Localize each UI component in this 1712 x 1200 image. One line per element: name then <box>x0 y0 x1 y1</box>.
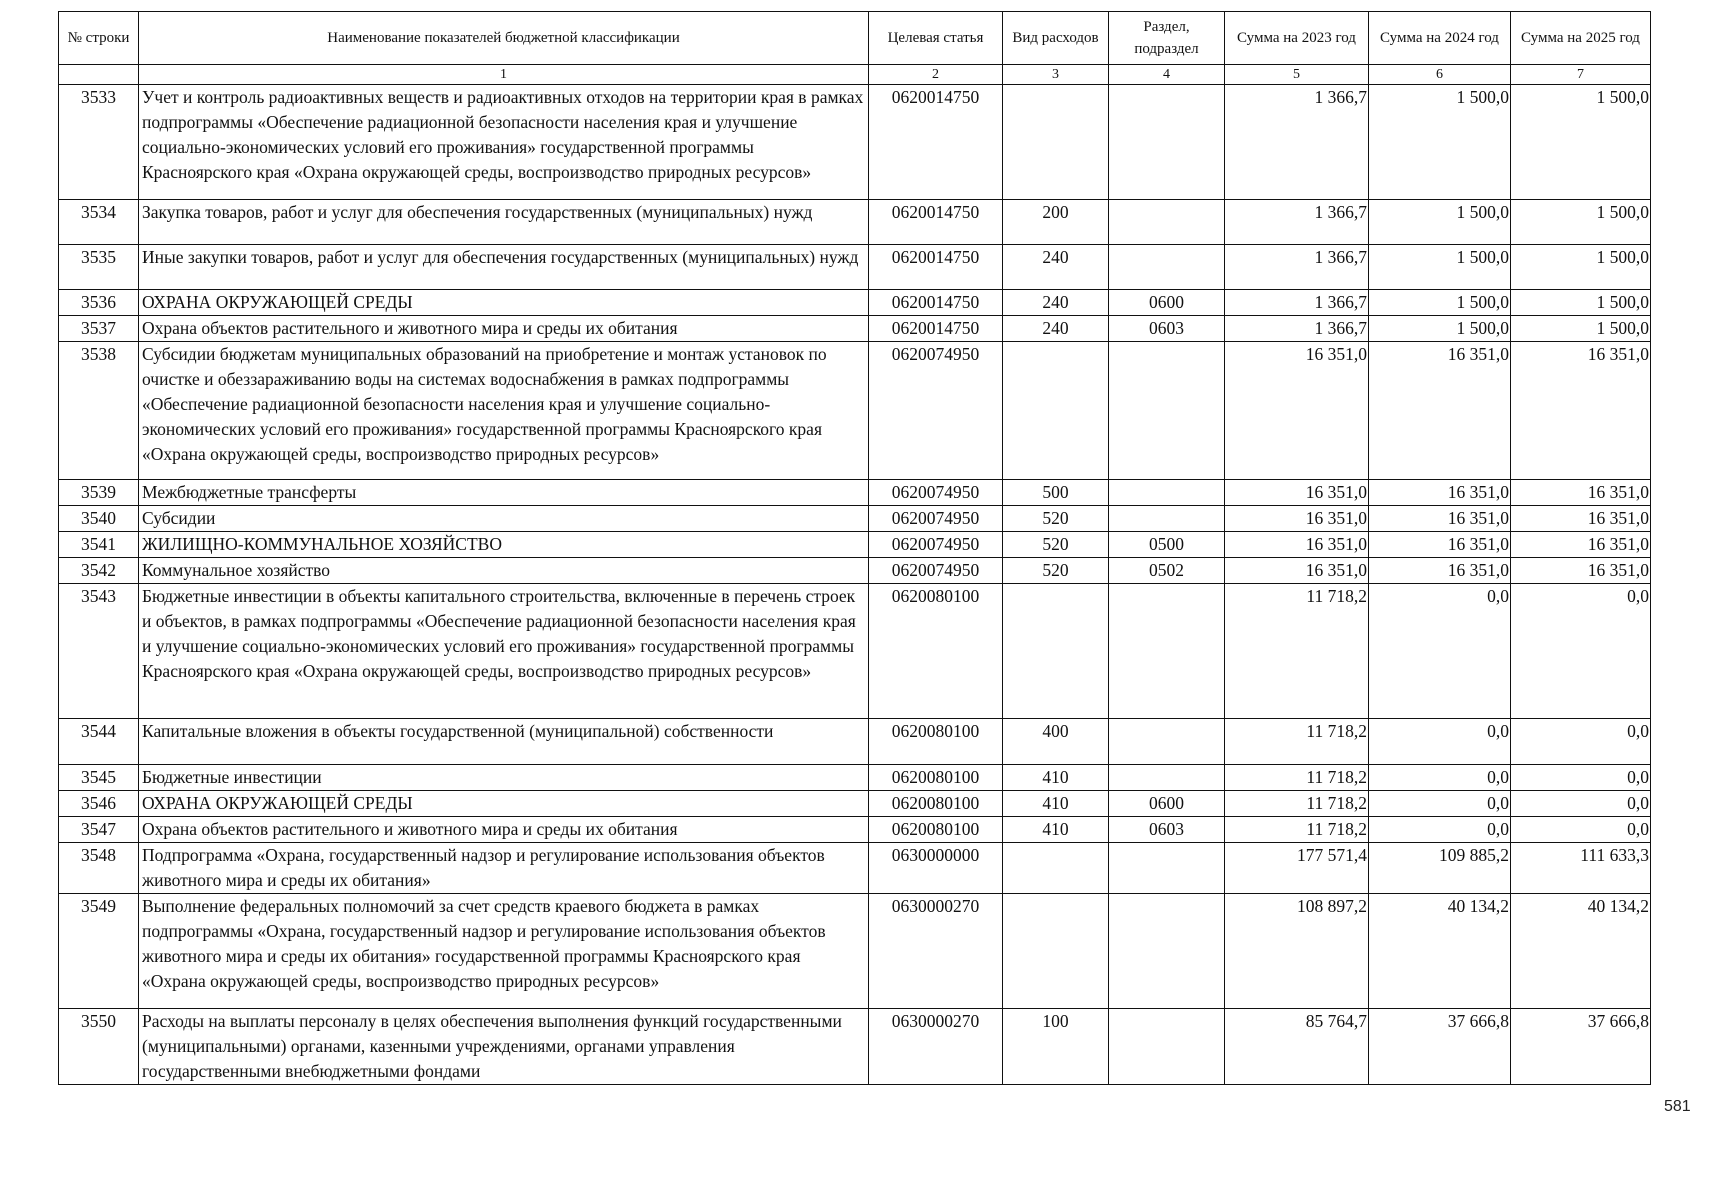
cell-row-number: 3542 <box>59 558 139 584</box>
cell-target-article: 0620080100 <box>869 765 1003 791</box>
header-sum-2023: Сумма на 2023 год <box>1225 12 1369 65</box>
cell-section-code: 0603 <box>1109 817 1225 843</box>
cell-indicator-name: Закупка товаров, работ и услуг для обеспечения государственных (муниципальных) нужд <box>139 200 869 245</box>
cell-sum-2023: 11 718,2 <box>1225 719 1369 765</box>
cell-sum-2024: 16 351,0 <box>1369 342 1511 480</box>
cell-sum-2025: 1 500,0 <box>1511 290 1651 316</box>
cell-indicator-name: Выполнение федеральных полномочий за счет средств краевого бюджета в рамках подпрограммы «Охрана, государственный надзор и регулирование использования объектов животного мира и среды их обитания» государственной программы Красноярского края «Охрана окружающей среды, воспроизводство природных ресурсов» <box>139 894 869 1009</box>
cell-expense-type: 240 <box>1003 316 1109 342</box>
cell-sum-2023: 16 351,0 <box>1225 532 1369 558</box>
cell-row-number: 3547 <box>59 817 139 843</box>
cell-expense-type: 520 <box>1003 558 1109 584</box>
cell-sum-2025: 37 666,8 <box>1511 1009 1651 1085</box>
cell-row-number: 3533 <box>59 85 139 200</box>
table-row <box>59 506 1651 532</box>
cell-section-code <box>1109 506 1225 532</box>
header-target: Целевая статья <box>869 12 1003 65</box>
cell-sum-2024: 16 351,0 <box>1369 506 1511 532</box>
cell-target-article: 0620080100 <box>869 584 1003 719</box>
cell-row-number: 3544 <box>59 719 139 765</box>
cell-sum-2024: 109 885,2 <box>1369 843 1511 894</box>
cell-indicator-name: Бюджетные инвестиции в объекты капитального строительства, включенные в перечень строек и объектов, в рамках подпрограммы «Обеспечение радиационной безопасности населения края и улучшение социально-экономических условий его проживания» государственной программы Красноярского края «Охрана окружающей среды, воспроизводство природных ресурсов» <box>139 584 869 719</box>
header-section: Раздел, подраздел <box>1109 12 1225 65</box>
cell-sum-2025: 16 351,0 <box>1511 506 1651 532</box>
cell-target-article: 0620074950 <box>869 558 1003 584</box>
column-number: 6 <box>1369 65 1511 85</box>
cell-sum-2025: 1 500,0 <box>1511 85 1651 200</box>
cell-sum-2025: 1 500,0 <box>1511 245 1651 290</box>
cell-sum-2024: 1 500,0 <box>1369 245 1511 290</box>
cell-expense-type: 240 <box>1003 290 1109 316</box>
cell-indicator-name: Коммунальное хозяйство <box>139 558 869 584</box>
cell-sum-2025: 0,0 <box>1511 817 1651 843</box>
cell-sum-2025: 16 351,0 <box>1511 558 1651 584</box>
cell-sum-2024: 40 134,2 <box>1369 894 1511 1009</box>
cell-sum-2023: 1 366,7 <box>1225 85 1369 200</box>
cell-section-code <box>1109 200 1225 245</box>
cell-expense-type: 520 <box>1003 532 1109 558</box>
cell-sum-2025: 1 500,0 <box>1511 200 1651 245</box>
cell-target-article: 0620080100 <box>869 719 1003 765</box>
column-number: 1 <box>139 65 869 85</box>
cell-sum-2025: 16 351,0 <box>1511 342 1651 480</box>
cell-sum-2023: 1 366,7 <box>1225 290 1369 316</box>
cell-target-article: 0620080100 <box>869 791 1003 817</box>
cell-row-number: 3545 <box>59 765 139 791</box>
table-row <box>59 791 1651 817</box>
column-number <box>59 65 139 85</box>
cell-sum-2024: 1 500,0 <box>1369 85 1511 200</box>
cell-sum-2025: 0,0 <box>1511 719 1651 765</box>
cell-indicator-name: Бюджетные инвестиции <box>139 765 869 791</box>
table-row <box>59 765 1651 791</box>
cell-section-code: 0600 <box>1109 791 1225 817</box>
cell-expense-type: 240 <box>1003 245 1109 290</box>
cell-indicator-name: Иные закупки товаров, работ и услуг для обеспечения государственных (муниципальных) нужд <box>139 245 869 290</box>
cell-row-number: 3534 <box>59 200 139 245</box>
cell-section-code <box>1109 584 1225 719</box>
cell-sum-2023: 11 718,2 <box>1225 765 1369 791</box>
cell-target-article: 0620074950 <box>869 342 1003 480</box>
cell-target-article: 0620080100 <box>869 817 1003 843</box>
cell-section-code <box>1109 719 1225 765</box>
cell-section-code <box>1109 843 1225 894</box>
cell-expense-type <box>1003 843 1109 894</box>
cell-sum-2023: 1 366,7 <box>1225 245 1369 290</box>
column-number: 4 <box>1109 65 1225 85</box>
cell-indicator-name: Охрана объектов растительного и животного мира и среды их обитания <box>139 817 869 843</box>
cell-target-article: 0620014750 <box>869 316 1003 342</box>
column-number: 5 <box>1225 65 1369 85</box>
cell-sum-2025: 1 500,0 <box>1511 316 1651 342</box>
page-number: 581 <box>1664 1098 1691 1115</box>
cell-target-article: 0620014750 <box>869 85 1003 200</box>
cell-target-article: 0620014750 <box>869 200 1003 245</box>
cell-indicator-name: Субсидии бюджетам муниципальных образований на приобретение и монтаж установок по очистке и обеззараживанию воды на системах водоснабжения в рамках подпрограммы «Обеспечение радиационной безопасности населения края и улучшение социально-экономических условий его проживания» государственной программы Красноярского края «Охрана окружающей среды, воспроизводство природных ресурсов» <box>139 342 869 480</box>
cell-sum-2025: 0,0 <box>1511 791 1651 817</box>
cell-sum-2025: 0,0 <box>1511 765 1651 791</box>
cell-sum-2025: 16 351,0 <box>1511 480 1651 506</box>
cell-row-number: 3548 <box>59 843 139 894</box>
cell-sum-2023: 108 897,2 <box>1225 894 1369 1009</box>
cell-target-article: 0620014750 <box>869 290 1003 316</box>
cell-target-article: 0630000270 <box>869 1009 1003 1085</box>
cell-row-number: 3549 <box>59 894 139 1009</box>
budget-table-page <box>58 11 1650 1085</box>
table-row <box>59 85 1651 200</box>
table-row <box>59 1009 1651 1085</box>
table-row <box>59 290 1651 316</box>
cell-row-number: 3536 <box>59 290 139 316</box>
cell-target-article: 0630000000 <box>869 843 1003 894</box>
table-row <box>59 245 1651 290</box>
cell-indicator-name: Капитальные вложения в объекты государственной (муниципальной) собственности <box>139 719 869 765</box>
cell-indicator-name: Расходы на выплаты персоналу в целях обеспечения выполнения функций государственными (муниципальными) органами, казенными учреждениями, органами управления государственными внебюджетными фондами <box>139 1009 869 1085</box>
table-body <box>59 85 1651 1085</box>
cell-row-number: 3543 <box>59 584 139 719</box>
cell-row-number: 3550 <box>59 1009 139 1085</box>
cell-row-number: 3540 <box>59 506 139 532</box>
cell-sum-2023: 177 571,4 <box>1225 843 1369 894</box>
cell-section-code <box>1109 765 1225 791</box>
cell-row-number: 3538 <box>59 342 139 480</box>
cell-row-number: 3535 <box>59 245 139 290</box>
table-row <box>59 342 1651 480</box>
column-number: 7 <box>1511 65 1651 85</box>
cell-sum-2023: 16 351,0 <box>1225 342 1369 480</box>
cell-sum-2023: 1 366,7 <box>1225 200 1369 245</box>
cell-sum-2024: 1 500,0 <box>1369 290 1511 316</box>
cell-sum-2023: 16 351,0 <box>1225 506 1369 532</box>
cell-section-code: 0502 <box>1109 558 1225 584</box>
cell-target-article: 0620014750 <box>869 245 1003 290</box>
cell-sum-2024: 16 351,0 <box>1369 480 1511 506</box>
cell-section-code: 0500 <box>1109 532 1225 558</box>
cell-row-number: 3539 <box>59 480 139 506</box>
header-name: Наименование показателей бюджетной классификации <box>139 12 869 65</box>
table-row <box>59 532 1651 558</box>
table-row <box>59 480 1651 506</box>
cell-section-code <box>1109 1009 1225 1085</box>
budget-table <box>58 11 1651 1085</box>
cell-section-code <box>1109 342 1225 480</box>
cell-sum-2024: 0,0 <box>1369 765 1511 791</box>
cell-indicator-name: Межбюджетные трансферты <box>139 480 869 506</box>
cell-sum-2024: 16 351,0 <box>1369 532 1511 558</box>
cell-indicator-name: Субсидии <box>139 506 869 532</box>
cell-expense-type <box>1003 894 1109 1009</box>
cell-sum-2024: 0,0 <box>1369 584 1511 719</box>
cell-indicator-name: ОХРАНА ОКРУЖАЮЩЕЙ СРЕДЫ <box>139 791 869 817</box>
cell-sum-2024: 37 666,8 <box>1369 1009 1511 1085</box>
cell-expense-type: 100 <box>1003 1009 1109 1085</box>
cell-row-number: 3541 <box>59 532 139 558</box>
cell-row-number: 3537 <box>59 316 139 342</box>
header-row-no: № строки <box>59 12 139 65</box>
cell-sum-2024: 0,0 <box>1369 817 1511 843</box>
cell-section-code: 0603 <box>1109 316 1225 342</box>
cell-sum-2023: 11 718,2 <box>1225 791 1369 817</box>
header-sum-2024: Сумма на 2024 год <box>1369 12 1511 65</box>
table-row <box>59 843 1651 894</box>
column-number: 2 <box>869 65 1003 85</box>
cell-section-code: 0600 <box>1109 290 1225 316</box>
table-row <box>59 200 1651 245</box>
cell-target-article: 0620074950 <box>869 480 1003 506</box>
table-row <box>59 316 1651 342</box>
cell-expense-type: 200 <box>1003 200 1109 245</box>
cell-section-code <box>1109 894 1225 1009</box>
cell-indicator-name: Учет и контроль радиоактивных веществ и радиоактивных отходов на территории края в рамках подпрограммы «Обеспечение радиационной безопасности населения края и улучшение социально-экономических условий его проживания» государственной программы Красноярского края «Охрана окружающей среды, воспроизводство природных ресурсов» <box>139 85 869 200</box>
cell-sum-2024: 1 500,0 <box>1369 200 1511 245</box>
table-row <box>59 817 1651 843</box>
cell-expense-type <box>1003 584 1109 719</box>
table-row <box>59 584 1651 719</box>
cell-target-article: 0620074950 <box>869 506 1003 532</box>
cell-sum-2024: 1 500,0 <box>1369 316 1511 342</box>
cell-indicator-name: ЖИЛИЩНО-КОММУНАЛЬНОЕ ХОЗЯЙСТВО <box>139 532 869 558</box>
cell-expense-type: 410 <box>1003 791 1109 817</box>
cell-sum-2023: 11 718,2 <box>1225 584 1369 719</box>
cell-indicator-name: Подпрограмма «Охрана, государственный надзор и регулирование использования объектов животного мира и среды их обитания» <box>139 843 869 894</box>
table-row <box>59 558 1651 584</box>
header-sum-2025: Сумма на 2025 год <box>1511 12 1651 65</box>
header-row <box>59 12 1651 65</box>
cell-sum-2024: 0,0 <box>1369 719 1511 765</box>
cell-sum-2023: 1 366,7 <box>1225 316 1369 342</box>
cell-row-number: 3546 <box>59 791 139 817</box>
cell-sum-2025: 40 134,2 <box>1511 894 1651 1009</box>
cell-sum-2023: 16 351,0 <box>1225 480 1369 506</box>
cell-sum-2025: 111 633,3 <box>1511 843 1651 894</box>
table-row <box>59 719 1651 765</box>
cell-expense-type: 520 <box>1003 506 1109 532</box>
cell-sum-2023: 11 718,2 <box>1225 817 1369 843</box>
cell-section-code <box>1109 85 1225 200</box>
column-numbers-row <box>59 65 1651 85</box>
cell-sum-2024: 0,0 <box>1369 791 1511 817</box>
cell-section-code <box>1109 245 1225 290</box>
cell-sum-2024: 16 351,0 <box>1369 558 1511 584</box>
cell-indicator-name: ОХРАНА ОКРУЖАЮЩЕЙ СРЕДЫ <box>139 290 869 316</box>
cell-expense-type: 410 <box>1003 817 1109 843</box>
cell-expense-type: 410 <box>1003 765 1109 791</box>
cell-target-article: 0630000270 <box>869 894 1003 1009</box>
cell-expense-type <box>1003 342 1109 480</box>
cell-expense-type: 500 <box>1003 480 1109 506</box>
cell-expense-type: 400 <box>1003 719 1109 765</box>
cell-section-code <box>1109 480 1225 506</box>
cell-sum-2023: 85 764,7 <box>1225 1009 1369 1085</box>
column-number: 3 <box>1003 65 1109 85</box>
cell-sum-2025: 0,0 <box>1511 584 1651 719</box>
cell-sum-2025: 16 351,0 <box>1511 532 1651 558</box>
cell-target-article: 0620074950 <box>869 532 1003 558</box>
cell-expense-type <box>1003 85 1109 200</box>
cell-indicator-name: Охрана объектов растительного и животного мира и среды их обитания <box>139 316 869 342</box>
cell-sum-2023: 16 351,0 <box>1225 558 1369 584</box>
table-row <box>59 894 1651 1009</box>
header-expense-type: Вид расходов <box>1003 12 1109 65</box>
